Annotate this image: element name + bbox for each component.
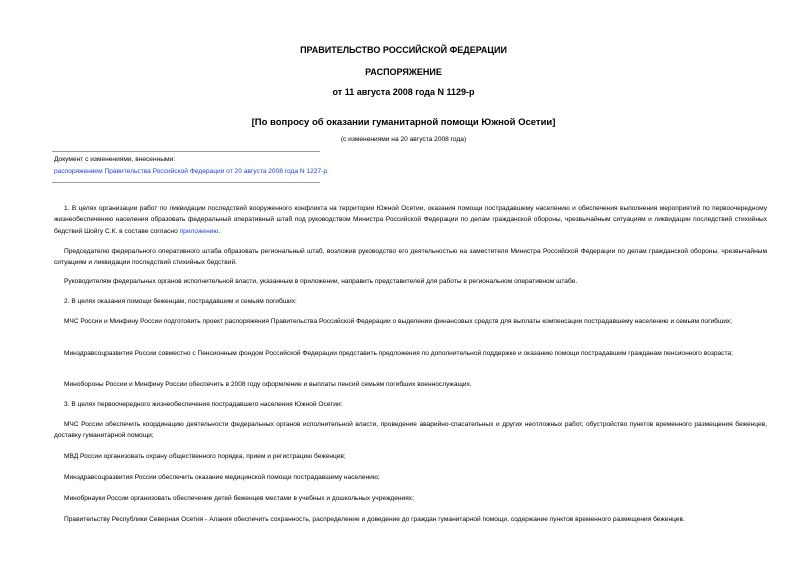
appendix-link[interactable]: приложению xyxy=(179,227,219,235)
info-box-top-divider xyxy=(52,151,320,152)
paragraph-12-text: Минобрнауки России организовать обеспечение детей беженцев местами в учебных и дошкольных учреждениях; xyxy=(64,495,414,502)
paragraph-3 xyxy=(54,276,767,287)
paragraph-10 xyxy=(54,451,767,462)
paragraph-11-text: Минздравсоцразвития России обеспечить оказание медицинской помощи пострадавшему населению; xyxy=(64,474,380,481)
paragraph-10-text: МВД России организовать охрану общественного порядка, прием и регистрацию беженцев; xyxy=(64,453,346,460)
info-box-bottom-divider xyxy=(52,182,320,183)
paragraph-13 xyxy=(54,514,767,525)
changes-note: (с изменениями на 20 августа 2008 года) xyxy=(340,136,467,143)
paragraph-5 xyxy=(54,316,767,327)
paragraph-2-text: Председателю федерального оперативного штаба образовать региональный штаб, возложив руководство его деятельностью на заместителя Министра Российской Федерации по делам гражданской обороны, чрезвычайным ситуациям и ликвидации последствий стихийных бедствий. xyxy=(54,248,767,267)
paragraph-2 xyxy=(54,246,767,269)
paragraph-12 xyxy=(54,493,767,504)
government-heading: ПРАВИТЕЛЬСТВО РОССИЙСКОЙ ФЕДЕРАЦИИ xyxy=(300,45,507,55)
paragraph-1 xyxy=(54,203,767,237)
paragraph-5-text: МЧС России и Минфину России подготовить проект распоряжения Правительства Российской Федерации о выделении финансовых средств для выплаты компенсации пострадавшему населению и семьям погибших; xyxy=(64,318,733,325)
paragraph-1-text: 1. В целях организации работ по ликвидации последствий вооруженного конфликта на территории Южной Осетии, оказания помощи пострадавшему населению и обеспечения выполнения мероприятий по первоочередному жизнеобеспечению населения образовать федеральный оперативный штаб под руководством Министра Российской Федерации по делам гражданской обороны, чрезвычайным ситуациям и ликвидации последствий стихийных бедствий Шойгу С.К. в составе согласно xyxy=(54,205,767,235)
paragraph-6 xyxy=(54,348,767,359)
paragraph-4-text: 2. В целях оказания помощи беженцам, пострадавшим и семьям погибших: xyxy=(64,298,297,305)
paragraph-1-end: . xyxy=(218,227,221,235)
paragraph-4 xyxy=(54,296,767,307)
paragraph-9 xyxy=(54,419,767,442)
paragraph-7-text: Минобороны России и Минфину России обеспечить в 2008 году оформление и выплаты пенсий семьям погибших военнослужащих. xyxy=(64,381,472,388)
amendment-link[interactable]: распоряжением Правительства Российской Федерации от 20 августа 2008 года N 1227-р. xyxy=(54,168,329,175)
info-box-label: Документ с изменениями, внесенными: xyxy=(54,156,176,163)
document-date-number: от 11 августа 2008 года N 1129-р xyxy=(332,87,475,97)
paragraph-8 xyxy=(54,399,767,410)
paragraph-9-text: МЧС России обеспечить координацию деятельности федеральных органов исполнительной власти, проведение аварийно-спасательных и других неотложных работ, обустройство пунктов временного размещения беженцев, доставку гуманитарной помощи; xyxy=(54,421,767,440)
paragraph-8-text: 3. В целях первоочередного жизнеобеспечения пострадавшего населения Южной Осетии: xyxy=(64,401,343,408)
document-title: [По вопросу об оказании гуманитарной помощи Южной Осетии] xyxy=(251,117,556,128)
paragraph-13-text: Правительству Республики Северная Осетия - Алания обеспечить сохранность, распределение и доведение до граждан гуманитарной помощи, содержание пунктов временного размещения беженцев. xyxy=(64,516,685,523)
info-box-amendment xyxy=(54,168,329,175)
document-type-heading: РАСПОРЯЖЕНИЕ xyxy=(365,67,442,77)
paragraph-3-text: Руководителям федеральных органов исполнительной власти, указанным в приложении, направить представителей для работы в региональном оперативном штабе. xyxy=(64,278,578,285)
paragraph-6-text: Минздравсоцразвития России совместно с Пенсионным фондом Российской Федерации представить предложения по дополнительной поддержке и оказанию помощи пострадавшим гражданам пенсионного возраста; xyxy=(64,350,733,357)
paragraph-11 xyxy=(54,472,767,483)
paragraph-7 xyxy=(54,379,767,390)
